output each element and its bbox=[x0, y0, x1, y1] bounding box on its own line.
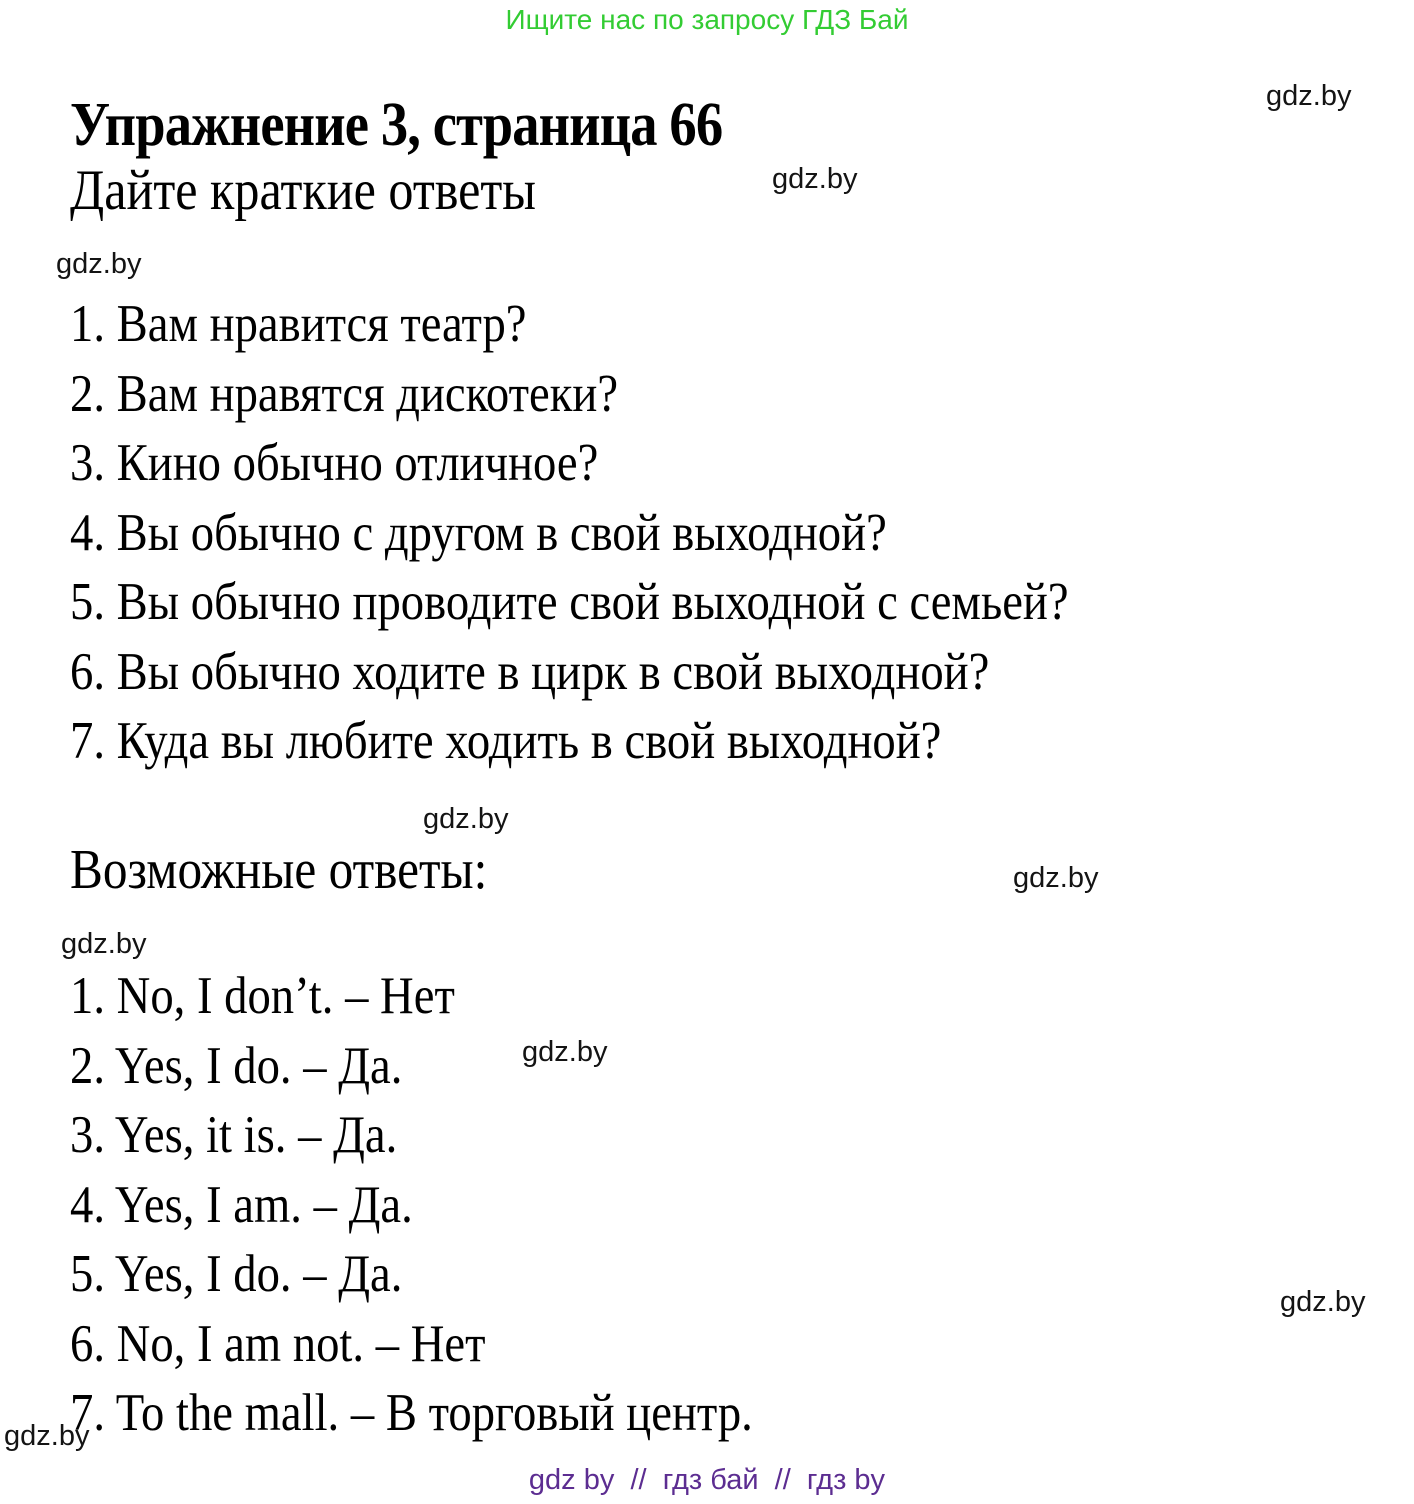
gdzby-watermark: gdz.by bbox=[61, 928, 147, 960]
page-subtitle: Дайте краткие ответы bbox=[70, 159, 537, 222]
question-item: 7. Куда вы любите ходить в свой выходной? bbox=[70, 712, 942, 770]
question-item: 6. Вы обычно ходите в цирк в свой выходной? bbox=[70, 642, 990, 701]
answer-item: 7. To the mall. – В торговый центр. bbox=[70, 1384, 753, 1442]
answer-item: 4. Yes, I am. – Да. bbox=[70, 1175, 413, 1234]
promo-banner: Ищите нас по запросу ГДЗ Бай bbox=[505, 4, 909, 35]
answer-item: 1. No, I don’t. – Нет bbox=[70, 967, 455, 1025]
answers-heading: Возможные ответы: bbox=[70, 839, 488, 901]
footer-tags: gdz by // гдз бай // гдз by bbox=[528, 1464, 886, 1496]
page-title: Упражнение 3, страница 66 bbox=[70, 91, 723, 159]
question-item: 5. Вы обычно проводите свой выходной с семьей? bbox=[70, 573, 1069, 631]
gdzby-watermark: gdz.by bbox=[1013, 862, 1099, 894]
question-item: 4. Вы обычно с другом в свой выходной? bbox=[70, 503, 887, 562]
gdzby-watermark: gdz.by bbox=[4, 1420, 90, 1452]
gdzby-watermark: gdz.by bbox=[522, 1036, 608, 1068]
gdzby-watermark: gdz.by bbox=[56, 248, 142, 280]
question-item: 1. Вам нравится театр? bbox=[70, 295, 527, 353]
gdzby-watermark: gdz.by bbox=[1280, 1286, 1366, 1318]
question-list bbox=[70, 290, 1205, 777]
gdzby-watermark: gdz.by bbox=[1266, 80, 1352, 112]
answer-item: 3. Yes, it is. – Да. bbox=[70, 1106, 398, 1164]
question-item: 2. Вам нравятся дискотеки? bbox=[70, 364, 619, 423]
gdzby-watermark: gdz.by bbox=[423, 803, 509, 835]
question-item: 3. Кино обычно отличное? bbox=[70, 434, 599, 492]
answer-item: 6. No, I am not. – Нет bbox=[70, 1314, 486, 1373]
answer-item: 5. Yes, I do. – Да. bbox=[70, 1245, 403, 1303]
gdzby-watermark: gdz.by bbox=[772, 163, 858, 195]
answer-list bbox=[70, 962, 846, 1449]
answer-item: 2. Yes, I do. – Да. bbox=[70, 1036, 403, 1095]
